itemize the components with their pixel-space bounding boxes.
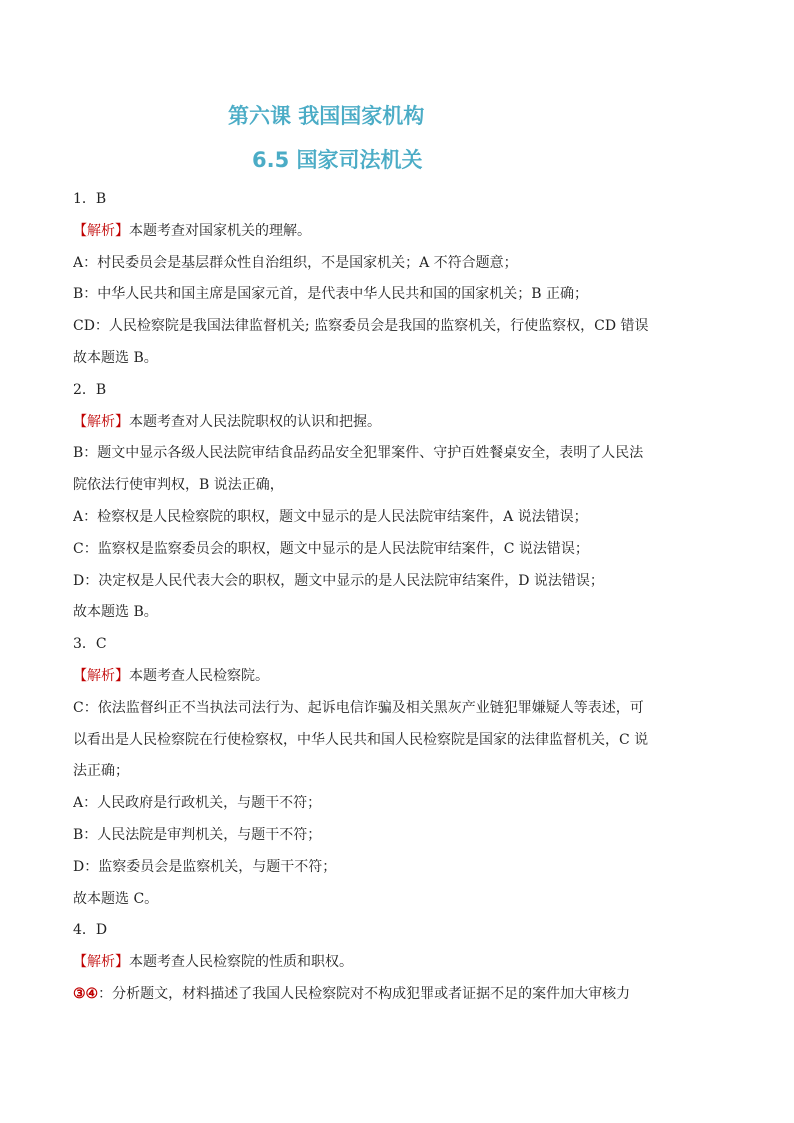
analysis-tag: 【解析】 bbox=[73, 222, 129, 239]
option-explanation: B：题文中显示各级人民法院审结食品药品安全犯罪案件、守护百姓餐桌安全，表明了人民法 bbox=[73, 445, 644, 462]
option-explanation: D：监察委员会是监察机关，与题干不符； bbox=[73, 858, 337, 875]
option-explanation: C：依法监督纠正不当执法司法行为、起诉电信诈骗及相关黑灰产业链犯罪嫌疑人等表述，可 bbox=[73, 699, 644, 716]
option-explanation: 法正确； bbox=[73, 763, 129, 780]
analysis-text: 本题考查人民检察院的性质和职权。 bbox=[129, 954, 353, 971]
analysis-tag: 【解析】 bbox=[73, 667, 129, 684]
option-explanation: C：监察权是监察委员会的职权，题文中显示的是人民法院审结案件，C 说法错误； bbox=[73, 540, 589, 557]
option-explanation: 院依法行使审判权，B 说法正确， bbox=[73, 477, 284, 494]
option-explanation: B：中华人民共和国主席是国家元首，是代表中华人民共和国的国家机关；B 正确； bbox=[73, 286, 589, 303]
option-explanation: CD：人民检察院是我国法律监督机关; 监察委员会是我国的监察机关，行使监察权，CD 错误 bbox=[73, 318, 649, 335]
analysis-text: 本题考查对国家机关的理解。 bbox=[129, 222, 311, 239]
option-marker: ③④ bbox=[73, 985, 99, 1002]
option-explanation: A：人民政府是行政机关，与题干不符； bbox=[73, 795, 322, 812]
option-explanation: A：村民委员会是基层群众性自治组织，不是国家机关；A 不符合题意； bbox=[73, 254, 518, 271]
conclusion-line: 故本题选 B。 bbox=[73, 604, 158, 621]
conclusion-line: 故本题选 C。 bbox=[73, 890, 159, 907]
option-explanation: 以看出是人民检察院在行使检察权，中华人民共和国人民检察院是国家的法律监督机关，C 说 bbox=[73, 731, 649, 748]
analysis-line bbox=[73, 947, 723, 979]
answer-body bbox=[73, 184, 723, 1011]
analysis-tag: 【解析】 bbox=[73, 413, 129, 430]
analysis-tag: 【解析】 bbox=[73, 954, 129, 971]
analysis-line bbox=[73, 216, 723, 248]
conclusion-line: 故本题选 B。 bbox=[73, 349, 158, 366]
analysis-line bbox=[73, 661, 723, 693]
analysis-line bbox=[73, 407, 723, 439]
answer-number: 4．D bbox=[73, 922, 108, 939]
option-explanation: D：决定权是人民代表大会的职权，题文中显示的是人民法院审结案件，D 说法错误； bbox=[73, 572, 604, 589]
chapter-title: 第六课 我国国家机构 bbox=[228, 104, 425, 128]
answer-number: 1．B bbox=[73, 191, 107, 207]
section-title: 6.5 国家司法机关 bbox=[252, 148, 423, 172]
option-explanation bbox=[73, 979, 723, 1011]
option-explanation: A：检察权是人民检察院的职权，题文中显示的是人民法院审结案件，A 说法错误； bbox=[73, 508, 588, 525]
option-text: ：分析题文，材料描述了我国人民检察院对不构成犯罪或者证据不足的案件加大审核力 bbox=[98, 985, 631, 1002]
analysis-text: 本题考查对人民法院职权的认识和把握。 bbox=[129, 413, 381, 430]
answer-number: 2．B bbox=[73, 381, 107, 398]
option-explanation: B：人民法院是审判机关，与题干不符； bbox=[73, 826, 322, 843]
answer-number: 3．C bbox=[73, 636, 107, 653]
analysis-text: 本题考查人民检察院。 bbox=[129, 667, 269, 684]
